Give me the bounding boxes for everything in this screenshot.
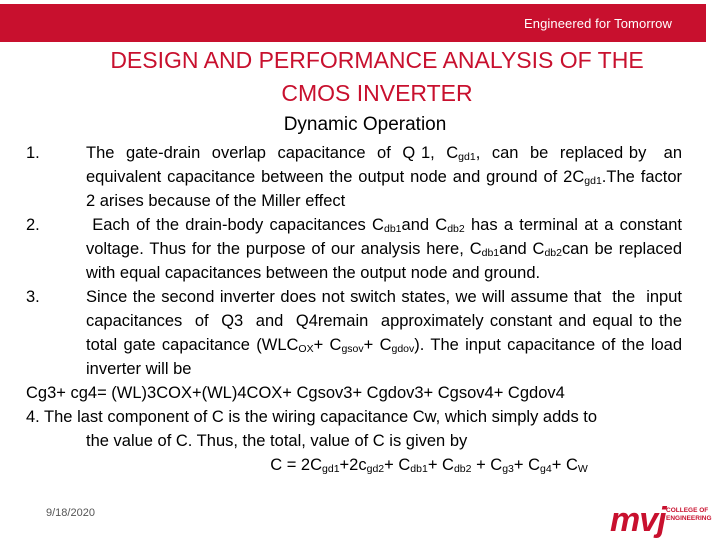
list-item-2: 2. Each of the drain-body capacitances $C_{db1}and$ $C_{db2}$ has a terminal at a constant voltage. Thus for the purpose of our analysis here, $C_{db1}and$ $C_{db2}can$ be replaced with equal capacitances between the output node and ground. <box>26 213 682 285</box>
list-number: 1. <box>26 144 40 162</box>
list-item-1: 1. The gate-drain overlap capacitance of Q 1, $C_{gd1}$, can be replaced by an equivalent capacitance between the output node and ground of $2C_{gd1}.The$ factor 2 arises because of the Miller effect <box>26 141 682 213</box>
equation-load-capacitance: Cg3+ cg4= (WL)3COX+(WL)4COX+ Cgsov3+ Cgdov3+ Cgsov4+ Cgdov4 <box>26 384 565 402</box>
list-item-3: 3. Since the second inverter does not switch states, we will assume that the input capacitances of Q3 and Q4remain approximately constant and equal to the total gate capacitance $(WLC_{OX}+ C_{gsov}+ C_{gdov})$. The input capacitance of the load inverter will be <box>26 285 682 381</box>
slide-title-line-2: CMOS INVERTER <box>281 80 473 106</box>
slide-title-line-1: DESIGN AND PERFORMANCE ANALYSIS OF THE <box>110 47 644 73</box>
header-banner <box>0 4 706 42</box>
slide-title <box>60 44 694 110</box>
list-number: 2. <box>26 216 40 234</box>
header-tagline: Engineered for Tomorrow <box>523 16 672 31</box>
logo-caption-line-2: ENGINEERING <box>666 515 712 522</box>
logo-caption <box>666 507 712 523</box>
list-number: 3. <box>26 288 40 306</box>
college-logo <box>610 503 710 539</box>
list-item-4-continuation: the value of C. Thus, the total, value of C is given by <box>86 432 468 450</box>
logo-wordmark: mvj <box>610 501 666 539</box>
slide-body <box>26 141 682 477</box>
equation-total-capacitance: $C = 2C_{gd1}+2c_{gd2}+ C_{db1}+ C_{db2} + C_{g3}+ C_{g4}+ C_W$ <box>270 456 588 475</box>
logo-caption-line-1: COLLEGE OF <box>666 507 709 514</box>
slide-date: 9/18/2020 <box>46 507 95 519</box>
slide-subtitle: Dynamic Operation <box>283 114 447 135</box>
list-item-4: 4. The last component of C is the wiring capacitance Cw, which simply adds to <box>26 408 598 426</box>
